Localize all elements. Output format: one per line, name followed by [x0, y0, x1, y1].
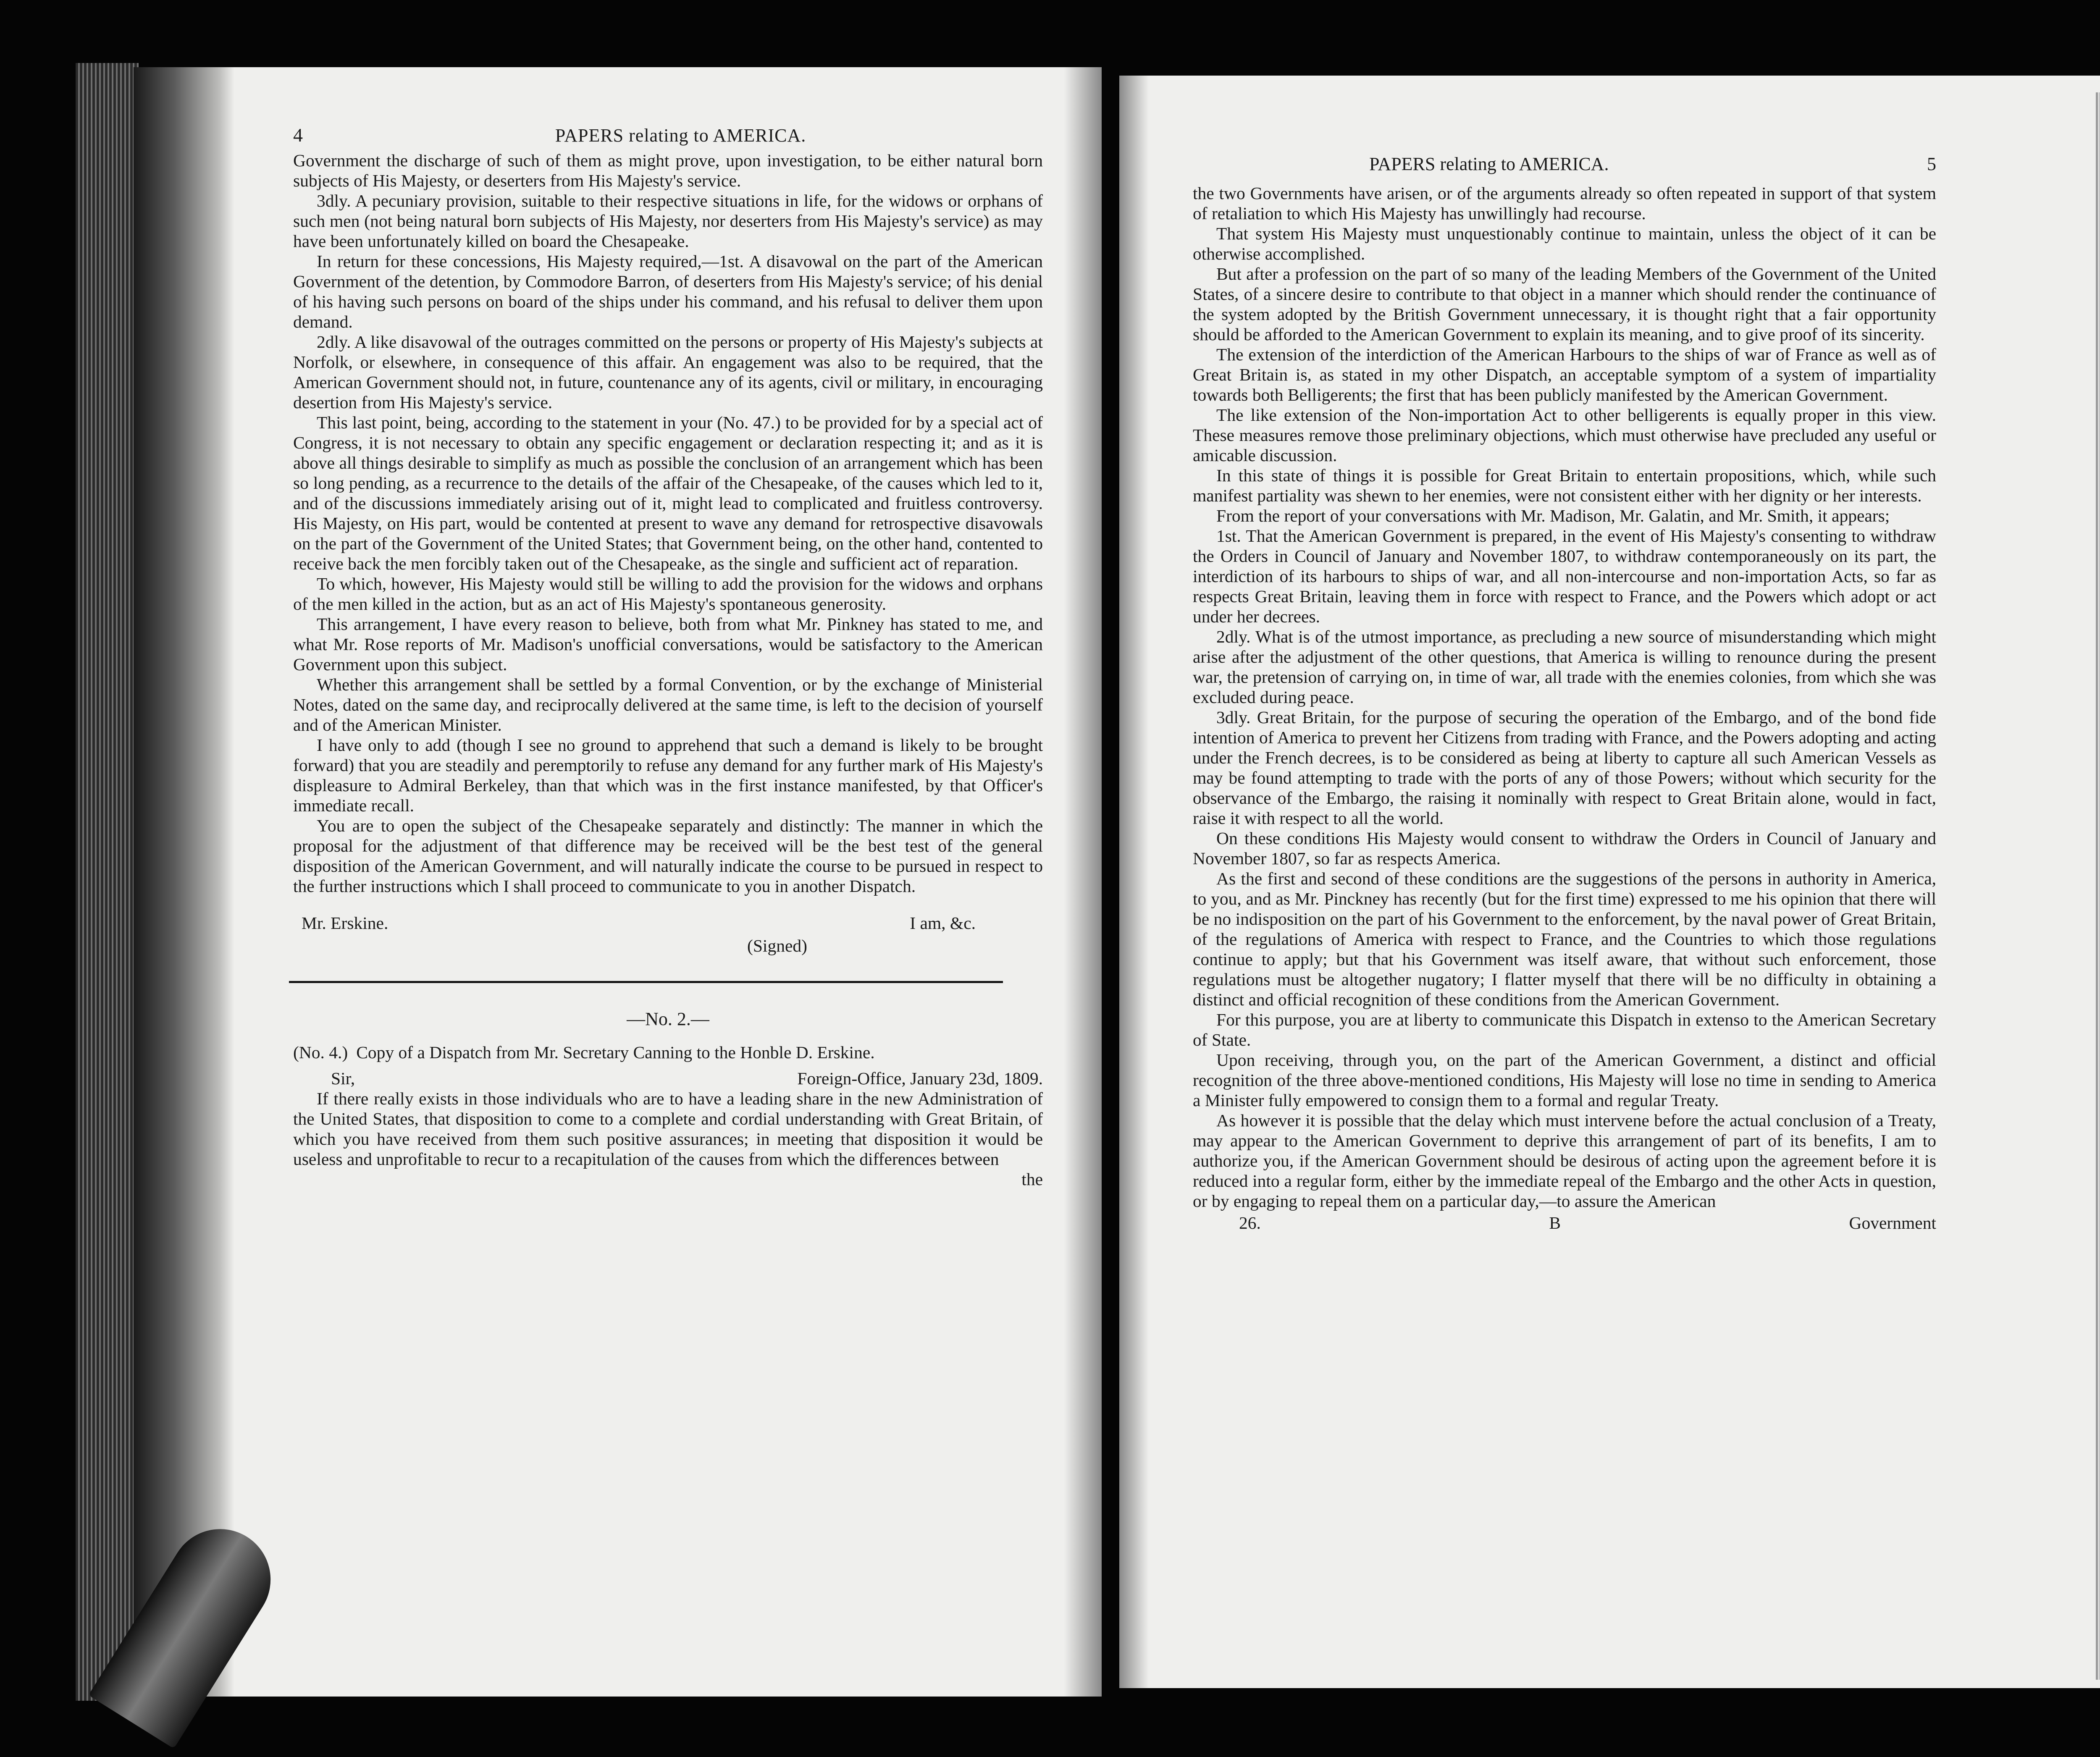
- divider-rule: [289, 981, 1003, 983]
- paragraph: You are to open the subject of the Chesapeake separately and distinctly: The manner in which the proposal for the adjustment of that difference may be received will be the best test of the general disposition of the American Government, and will naturally indicate the course to be pursued in respect to the further instructions which I shall proceed to communicate to you in another Dispatch.: [293, 816, 1043, 896]
- page-number: 4: [293, 124, 303, 146]
- paragraph: That system His Majesty must unquestionably continue to maintain, unless the object of it can be otherwise accomplished.: [1193, 224, 1936, 263]
- paragraph: To which, however, His Majesty would still be willing to add the provision for the widows and orphans of the men killed in the action, but as an act of His Majesty's spontaneous generosity.: [293, 574, 1043, 614]
- gutter-shadow: [1119, 76, 1149, 1688]
- letter-signoff: [293, 913, 1043, 933]
- paragraph: 2dly. What is of the utmost importance, as precluding a new source of misunderstanding which might arise after the adjustment of the other questions, that America is willing to renounce during the present war, the pretension of carrying on, in time of war, all trade with the enemies colonies, from which she was excluded during peace.: [1193, 627, 1936, 707]
- paragraph: This last point, being, according to the statement in your (No. 47.) to be provided for by a special act of Congress, it is not necessary to obtain any specific engagement or declaration respecting it; and as it is above all things desirable to simplify as much as possible the conclusion of an arrangement which has been so long pending, as a recurrence to the details of the affair of the Chesapeake, of the causes which led to it, and of the discussions immediately arising out of it, might lead to complicated and fruitless controversy. His Majesty, on His part, would be contented at present to wave any demand for retrospective disavowals on the part of the Government of the United States; that Government being, on the other hand, contented to receive back the men forcibly taken out of the Chesapeake, as the single and sufficient act of reparation.: [293, 413, 1043, 573]
- paragraph: Government the discharge of such of them as might prove, upon investigation, to be either natural born subjects of His Majesty, or deserters from His Majesty's service.: [293, 151, 1043, 190]
- gutter-shadow: [1064, 67, 1102, 1697]
- running-title: PAPERS relating to AMERICA.: [1369, 154, 1609, 174]
- paragraph: 3dly. A pecuniary provision, suitable to their respective situations in life, for the widows or orphans of such men (not being natural born subjects of His Majesty, nor deserters from His Majesty's service) as may have been unfortunately killed on board the Chesapeake.: [293, 191, 1043, 251]
- running-title: PAPERS relating to AMERICA.: [555, 125, 806, 146]
- salutation: Sir,: [331, 1069, 355, 1088]
- page-number: 5: [1927, 154, 1936, 174]
- dispatch-title: Copy of a Dispatch from Mr. Secretary Canning to the Honble D. Erskine.: [356, 1043, 875, 1062]
- closing: I am, &c.: [910, 913, 976, 933]
- addressee: Mr. Erskine.: [302, 913, 388, 933]
- paragraph: If there really exists in those individuals who are to have a leading share in the new Administration of the United States, that disposition to come to a complete and cordial understanding with Great Britain, of which you have received from them such positive assurances; in meeting that disposition it would be useless and unprofitable to recur to a recapitulation of the causes from which the differences between: [293, 1089, 1043, 1169]
- salutation-line: [331, 1068, 1043, 1088]
- left-page: [134, 67, 1102, 1697]
- book-edge-left: [76, 63, 139, 1701]
- right-page: [1119, 76, 2100, 1688]
- paragraph: As the first and second of these conditions are the suggestions of the persons in authority in America, to you, and as Mr. Pinckney has recently (but for the first time) expressed to me his opinion that there will be no indisposition on the part of his Government to the enforcement, by the naval power of Great Britain, of the regulations of America with respect to France, and the Countries to which those regulations continue to apply; but that his Government was itself aware, that without such enforcement, those regulations must be altogether nugatory; I flatter myself that there will be no difficulty in obtaining a distinct and official recognition of these conditions from the American Government.: [1193, 869, 1936, 1009]
- paragraph: 2dly. A like disavowal of the outrages committed on the persons or property of His Majesty's subjects at Norfolk, or elsewhere, in consequence of this affair. An engagement was also to be required, that the American Government should not, in future, countenance any of its agents, civil or military, in encouraging desertion from His Majesty's service.: [293, 332, 1043, 412]
- right-running-header: [1369, 153, 1936, 175]
- paragraph: 3dly. Great Britain, for the purpose of securing the operation of the Embargo, and of the bond fide intention of America to prevent her Citizens from trading with France, and the Powers adopting and acting under the French decrees, is to be considered as being at liberty to capture all such American Vessels as may be found attempting to trade with the ports of any of those Powers; without which security for the observance of the Embargo, the raising it nominally with respect to Great Britain alone, would in fact, raise it with respect to all the world.: [1193, 708, 1936, 828]
- paragraph: In this state of things it is possible for Great Britain to entertain propositions, which, while such manifest partiality was shewn to her enemies, were not consistent either with her dignity or her interests.: [1193, 466, 1936, 505]
- section-heading: —No. 2.—: [627, 1009, 709, 1029]
- paragraph: In return for these concessions, His Majesty required,—1st. A disavowal on the part of the American Government of the detention, by Commodore Barron, of deserters from His Majesty's service; of his denial of his having such persons on board of the ships under his command, and his refusal to deliver them upon demand.: [293, 252, 1043, 331]
- left-final-text: [293, 1088, 1043, 1169]
- paragraph: As however it is possible that the delay which must intervene before the actual conclusion of a Treaty, may appear to the American Government to deprive this arrangement of part of its benefits, I am to authorize you, if the American Government should be desirous of acting upon the agreement before it is reduced into a regular form, either by the immediate repeal of the Embargo and the other Acts in question, or by engaging to repeal them on a particular day,—to assure the American: [1193, 1111, 1936, 1211]
- left-running-header: [293, 124, 1043, 146]
- paragraph: Whether this arrangement shall be settled by a formal Convention, or by the exchange of Ministerial Notes, dated on the same day, and reciprocally delivered at the same time, is left to the decision of yourself and of the American Minister.: [293, 675, 1043, 734]
- dateline: Foreign-Office, January 23d, 1809.: [797, 1069, 1043, 1088]
- book-edge-right: [2096, 92, 2100, 1680]
- paragraph: I have only to add (though I see no ground to apprehend that such a demand is likely to be brought forward) that you are steadily and peremptorily to refuse any demand for any further mark of His Majesty's displeasure to Admiral Berkeley, than that which was in the first instance manifested, by that Officer's immediate recall.: [293, 735, 1043, 815]
- dispatch-number: (No. 4.): [293, 1043, 348, 1062]
- signed-mark: (Signed): [747, 936, 807, 955]
- left-body-text: [293, 150, 1043, 896]
- dispatch-heading: [293, 1042, 1043, 1062]
- paragraph: But after a profession on the part of so many of the leading Members of the Government of the United States, of a sincere desire to contribute to that object in a manner which should render the continuance of the system adopted by the British Government unnecessary, it is thought right that a fair opportunity should be afforded to the American Government to explain its meaning, and to give proof of its sincerity.: [1193, 264, 1936, 344]
- paragraph: The like extension of the Non-importation Act to other belligerents is equally proper in this view. These measures remove those preliminary objections, which must otherwise have precluded any useful or amicable discussion.: [1193, 405, 1936, 465]
- paragraph: The extension of the interdiction of the American Harbours to the ships of war of France as well as of Great Britain is, as stated in my other Dispatch, an acceptable symptom of a system of impartiality towards both Belligerents; the first that has been publicly manifested by the American Government.: [1193, 345, 1936, 404]
- paragraph: the two Governments have arisen, or of the arguments already so often repeated in support of that system of retaliation to which His Majesty has unwillingly had recourse.: [1193, 184, 1936, 223]
- paragraph: From the report of your conversations with Mr. Madison, Mr. Galatin, and Mr. Smith, it appears;: [1216, 506, 1890, 525]
- footer-number: 26.: [1239, 1213, 1261, 1233]
- catchword: the: [1021, 1170, 1043, 1189]
- signature-mark: B: [1549, 1213, 1561, 1233]
- paragraph: On these conditions His Majesty would consent to withdraw the Orders in Council of January and November 1807, so far as respects America.: [1193, 829, 1936, 868]
- paragraph: 1st. That the American Government is prepared, in the event of His Majesty's consenting to withdraw the Orders in Council of January and November 1807, to withdraw contemporaneously on its part, the interdiction of its harbours to ships of war, and all non-intercourse and non-importation Acts, so far as respects Great Britain, leaving them in force with respect to France, and the Powers which adopt or act under her decrees.: [1193, 526, 1936, 626]
- paragraph: For this purpose, you are at liberty to communicate this Dispatch in extenso to the American Secretary of State.: [1193, 1010, 1936, 1049]
- page-footer: [1193, 1213, 1936, 1233]
- paragraph: This arrangement, I have every reason to believe, both from what Mr. Pinkney has stated to me, and what Mr. Rose reports of Mr. Madison's unofficial conversations, would be satisfactory to the American Government upon this subject.: [293, 614, 1043, 674]
- catchword: Government: [1849, 1213, 1936, 1233]
- paragraph: Upon receiving, through you, on the part of the American Government, a distinct and official recognition of the three above-mentioned conditions, His Majesty will lose no time in sending to America a Minister fully empowered to consign them to a formal and regular Treaty.: [1193, 1050, 1936, 1110]
- right-body-text: [1193, 183, 1936, 1211]
- page-shadow: [134, 67, 234, 1697]
